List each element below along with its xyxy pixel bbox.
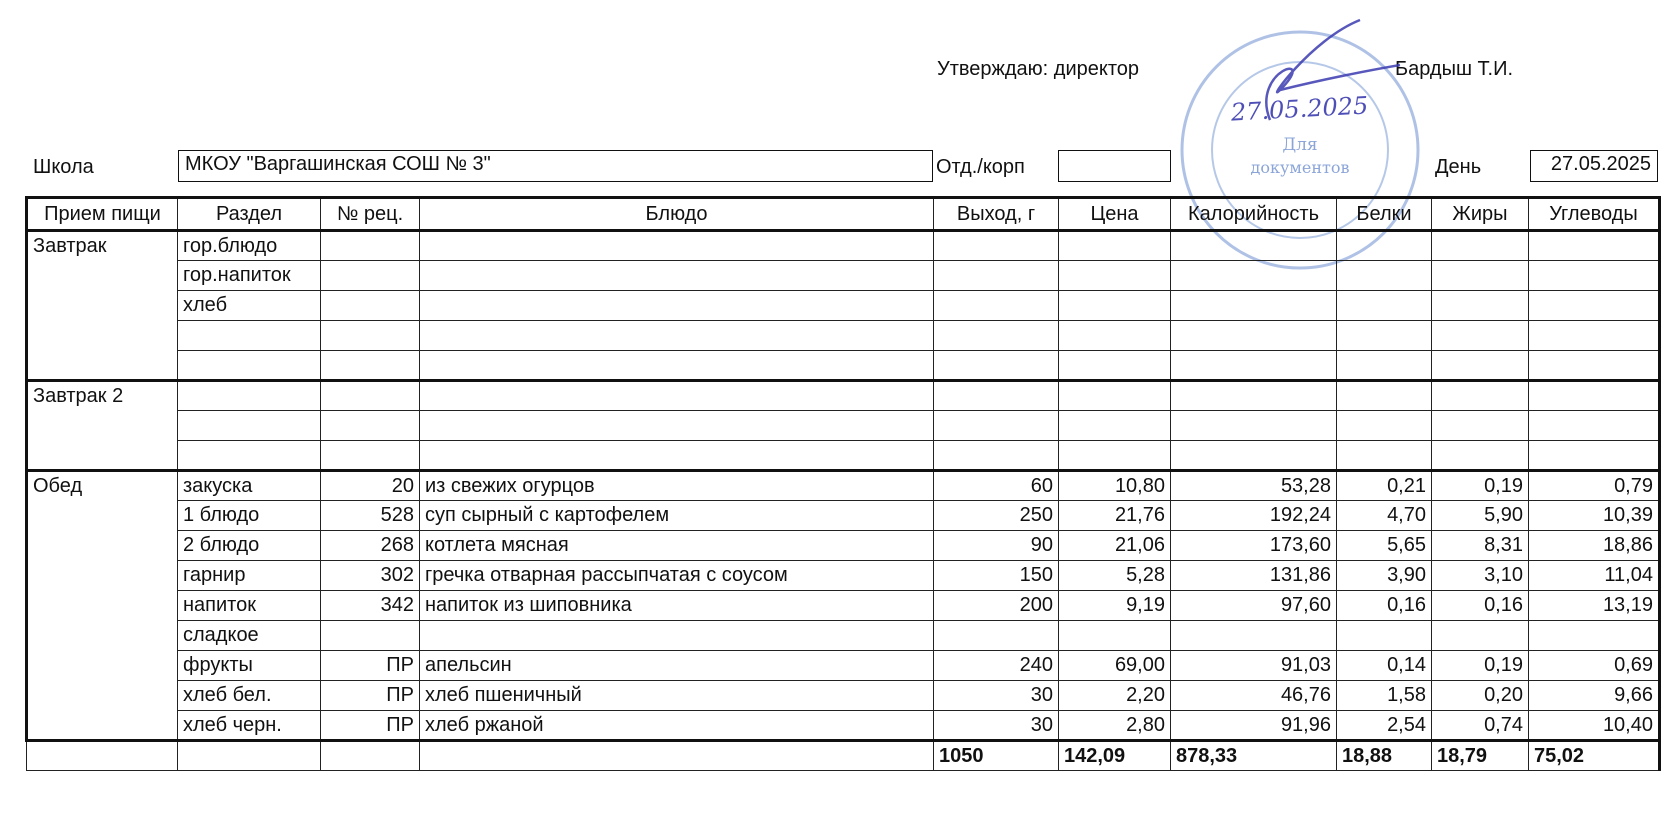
recipe-number-cell: [321, 381, 420, 411]
calories-cell: [1171, 441, 1337, 471]
approve-label: Утверждаю: директор: [937, 58, 1140, 80]
section-cell: [178, 411, 321, 441]
recipe-number-cell: [321, 441, 420, 471]
price-cell: 2,80: [1059, 711, 1171, 741]
yield-cell: 60: [934, 471, 1059, 501]
calories-cell: [1171, 351, 1337, 381]
calories-cell: [1171, 621, 1337, 651]
yield-cell: [934, 291, 1059, 321]
dish-cell: гречка отварная рассыпчатая с соусом: [420, 561, 934, 591]
carbs-cell: 10,39: [1529, 501, 1660, 531]
calories-cell: [1171, 261, 1337, 291]
proteins-cell: [1337, 351, 1432, 381]
recipe-number-cell: 342: [321, 591, 420, 621]
dish-cell: [420, 351, 934, 381]
dish-cell: [420, 231, 934, 261]
total-cell: [27, 741, 178, 771]
recipe-number-cell: ПР: [321, 651, 420, 681]
recipe-number-cell: [321, 291, 420, 321]
yield-cell: [934, 441, 1059, 471]
price-cell: [1059, 261, 1171, 291]
recipe-number-cell: [321, 261, 420, 291]
school-label: Школа: [33, 156, 94, 178]
dept-field: [1058, 150, 1171, 182]
recipe-number-cell: [321, 621, 420, 651]
fats-cell: [1432, 621, 1529, 651]
carbs-cell: 0,69: [1529, 651, 1660, 681]
proteins-cell: [1337, 411, 1432, 441]
fats-cell: 0,20: [1432, 681, 1529, 711]
carbs-cell: 18,86: [1529, 531, 1660, 561]
table-row: [27, 591, 1660, 621]
recipe-number-cell: [321, 411, 420, 441]
yield-cell: 30: [934, 681, 1059, 711]
carbs-cell: 13,19: [1529, 591, 1660, 621]
yield-cell: 250: [934, 501, 1059, 531]
calories-cell: 173,60: [1171, 531, 1337, 561]
yield-cell: [934, 351, 1059, 381]
yield-cell: 200: [934, 591, 1059, 621]
col-header: Прием пищи: [27, 198, 178, 231]
price-cell: 69,00: [1059, 651, 1171, 681]
price-cell: [1059, 381, 1171, 411]
proteins-cell: [1337, 291, 1432, 321]
total-price: 142,09: [1059, 741, 1171, 771]
yield-cell: [934, 261, 1059, 291]
fats-cell: [1432, 231, 1529, 261]
proteins-cell: 0,16: [1337, 591, 1432, 621]
recipe-number-cell: 268: [321, 531, 420, 561]
dish-cell: [420, 261, 934, 291]
proteins-cell: 4,70: [1337, 501, 1432, 531]
director-name: Бардыш Т.И.: [1395, 58, 1514, 80]
recipe-number-cell: [321, 231, 420, 261]
meal-name: Завтрак: [27, 231, 178, 381]
recipe-number-cell: ПР: [321, 711, 420, 741]
proteins-cell: [1337, 261, 1432, 291]
yield-cell: [934, 381, 1059, 411]
recipe-number-cell: 302: [321, 561, 420, 591]
fats-cell: 3,10: [1432, 561, 1529, 591]
table-row: [27, 261, 1660, 291]
calories-cell: 192,24: [1171, 501, 1337, 531]
table-row: [27, 711, 1660, 741]
fats-cell: [1432, 381, 1529, 411]
calories-cell: 91,03: [1171, 651, 1337, 681]
price-cell: 21,06: [1059, 531, 1171, 561]
dish-cell: суп сырный с картофелем: [420, 501, 934, 531]
section-cell: сладкое: [178, 621, 321, 651]
section-cell: хлеб бел.: [178, 681, 321, 711]
stamp-line1: Для: [1282, 135, 1318, 155]
carbs-cell: 0,79: [1529, 471, 1660, 501]
price-cell: [1059, 231, 1171, 261]
dish-cell: [420, 291, 934, 321]
table-row: [27, 291, 1660, 321]
recipe-number-cell: 528: [321, 501, 420, 531]
calories-cell: [1171, 381, 1337, 411]
col-header: Белки: [1337, 198, 1432, 231]
proteins-cell: 1,58: [1337, 681, 1432, 711]
section-cell: закуска: [178, 471, 321, 501]
day-field: 27.05.2025: [1530, 150, 1658, 182]
table-row: [27, 321, 1660, 351]
dish-cell: [420, 411, 934, 441]
proteins-cell: 0,21: [1337, 471, 1432, 501]
section-cell: хлеб: [178, 291, 321, 321]
price-cell: 5,28: [1059, 561, 1171, 591]
carbs-cell: [1529, 441, 1660, 471]
dish-cell: хлеб пшеничный: [420, 681, 934, 711]
carbs-cell: 11,04: [1529, 561, 1660, 591]
section-cell: напиток: [178, 591, 321, 621]
carbs-cell: [1529, 381, 1660, 411]
price-cell: 21,76: [1059, 501, 1171, 531]
yield-cell: [934, 621, 1059, 651]
carbs-cell: [1529, 261, 1660, 291]
fats-cell: 0,74: [1432, 711, 1529, 741]
yield-cell: 90: [934, 531, 1059, 561]
table-row: [27, 651, 1660, 681]
carbs-cell: 9,66: [1529, 681, 1660, 711]
fats-cell: [1432, 351, 1529, 381]
signature-icon: [1266, 20, 1400, 120]
price-cell: [1059, 411, 1171, 441]
section-cell: фрукты: [178, 651, 321, 681]
stamp-line2: документов: [1250, 158, 1350, 177]
recipe-number-cell: [321, 351, 420, 381]
total-cell: [178, 741, 321, 771]
total-carbs: 75,02: [1529, 741, 1660, 771]
calories-cell: [1171, 291, 1337, 321]
fats-cell: [1432, 261, 1529, 291]
dish-cell: из свежих огурцов: [420, 471, 934, 501]
col-header: № рец.: [321, 198, 420, 231]
table-row: [27, 441, 1660, 471]
price-cell: 9,19: [1059, 591, 1171, 621]
recipe-number-cell: [321, 321, 420, 351]
calories-cell: [1171, 411, 1337, 441]
section-cell: [178, 381, 321, 411]
fats-cell: [1432, 411, 1529, 441]
dish-cell: [420, 621, 934, 651]
price-cell: 10,80: [1059, 471, 1171, 501]
table-row: [27, 231, 1660, 261]
section-cell: 2 блюдо: [178, 531, 321, 561]
proteins-cell: [1337, 621, 1432, 651]
yield-cell: 150: [934, 561, 1059, 591]
day-label: День: [1435, 156, 1482, 178]
dish-cell: [420, 441, 934, 471]
recipe-number-cell: 20: [321, 471, 420, 501]
calories-cell: 46,76: [1171, 681, 1337, 711]
price-cell: [1059, 291, 1171, 321]
school-field: МКОУ "Варгашинская СОШ № 3": [178, 150, 933, 182]
meal-name: Обед: [27, 471, 178, 741]
proteins-cell: [1337, 381, 1432, 411]
table-row: [27, 621, 1660, 651]
yield-cell: [934, 411, 1059, 441]
dish-cell: напиток из шиповника: [420, 591, 934, 621]
total-yield: 1050: [934, 741, 1059, 771]
meal-name: Завтрак 2: [27, 381, 178, 471]
table-row: [27, 501, 1660, 531]
col-header: Жиры: [1432, 198, 1529, 231]
price-cell: [1059, 441, 1171, 471]
menu-table: [25, 196, 1661, 771]
carbs-cell: [1529, 411, 1660, 441]
price-cell: [1059, 621, 1171, 651]
price-cell: 2,20: [1059, 681, 1171, 711]
table-header-row: [27, 198, 1660, 231]
section-cell: [178, 351, 321, 381]
section-cell: [178, 321, 321, 351]
table-row: [27, 381, 1660, 411]
table-row: [27, 561, 1660, 591]
table-row: [27, 351, 1660, 381]
price-cell: [1059, 321, 1171, 351]
total-calories: 878,33: [1171, 741, 1337, 771]
total-proteins: 18,88: [1337, 741, 1432, 771]
calories-cell: 53,28: [1171, 471, 1337, 501]
yield-cell: [934, 321, 1059, 351]
dish-cell: [420, 381, 934, 411]
fats-cell: [1432, 291, 1529, 321]
total-fats: 18,79: [1432, 741, 1529, 771]
section-cell: гор.блюдо: [178, 231, 321, 261]
proteins-cell: [1337, 321, 1432, 351]
calories-cell: [1171, 321, 1337, 351]
col-header: Углеводы: [1529, 198, 1660, 231]
table-row: [27, 471, 1660, 501]
recipe-number-cell: ПР: [321, 681, 420, 711]
col-header: Калорийность: [1171, 198, 1337, 231]
fats-cell: [1432, 441, 1529, 471]
totals-row: [27, 741, 1660, 771]
total-cell: [321, 741, 420, 771]
carbs-cell: 10,40: [1529, 711, 1660, 741]
proteins-cell: 3,90: [1337, 561, 1432, 591]
total-cell: [420, 741, 934, 771]
table-row: [27, 531, 1660, 561]
proteins-cell: 0,14: [1337, 651, 1432, 681]
fats-cell: 0,19: [1432, 471, 1529, 501]
section-cell: 1 блюдо: [178, 501, 321, 531]
stamp-handwritten-date: 27.05.2025: [1230, 91, 1369, 127]
proteins-cell: 5,65: [1337, 531, 1432, 561]
price-cell: [1059, 351, 1171, 381]
col-header: Цена: [1059, 198, 1171, 231]
section-cell: [178, 441, 321, 471]
section-cell: гарнир: [178, 561, 321, 591]
proteins-cell: [1337, 441, 1432, 471]
fats-cell: [1432, 321, 1529, 351]
fats-cell: 8,31: [1432, 531, 1529, 561]
dept-label: Отд./корп: [936, 156, 1025, 178]
calories-cell: 131,86: [1171, 561, 1337, 591]
table-row: [27, 411, 1660, 441]
carbs-cell: [1529, 621, 1660, 651]
carbs-cell: [1529, 291, 1660, 321]
calories-cell: 91,96: [1171, 711, 1337, 741]
fats-cell: 0,19: [1432, 651, 1529, 681]
calories-cell: [1171, 231, 1337, 261]
calories-cell: 97,60: [1171, 591, 1337, 621]
section-cell: хлеб черн.: [178, 711, 321, 741]
dish-cell: [420, 321, 934, 351]
col-header: Выход, г: [934, 198, 1059, 231]
yield-cell: 240: [934, 651, 1059, 681]
dish-cell: апельсин: [420, 651, 934, 681]
yield-cell: 30: [934, 711, 1059, 741]
carbs-cell: [1529, 321, 1660, 351]
dish-cell: хлеб ржаной: [420, 711, 934, 741]
yield-cell: [934, 231, 1059, 261]
fats-cell: 0,16: [1432, 591, 1529, 621]
dish-cell: котлета мясная: [420, 531, 934, 561]
carbs-cell: [1529, 351, 1660, 381]
proteins-cell: [1337, 231, 1432, 261]
section-cell: гор.напиток: [178, 261, 321, 291]
proteins-cell: 2,54: [1337, 711, 1432, 741]
table-row: [27, 681, 1660, 711]
col-header: Блюдо: [420, 198, 934, 231]
fats-cell: 5,90: [1432, 501, 1529, 531]
col-header: Раздел: [178, 198, 321, 231]
carbs-cell: [1529, 231, 1660, 261]
